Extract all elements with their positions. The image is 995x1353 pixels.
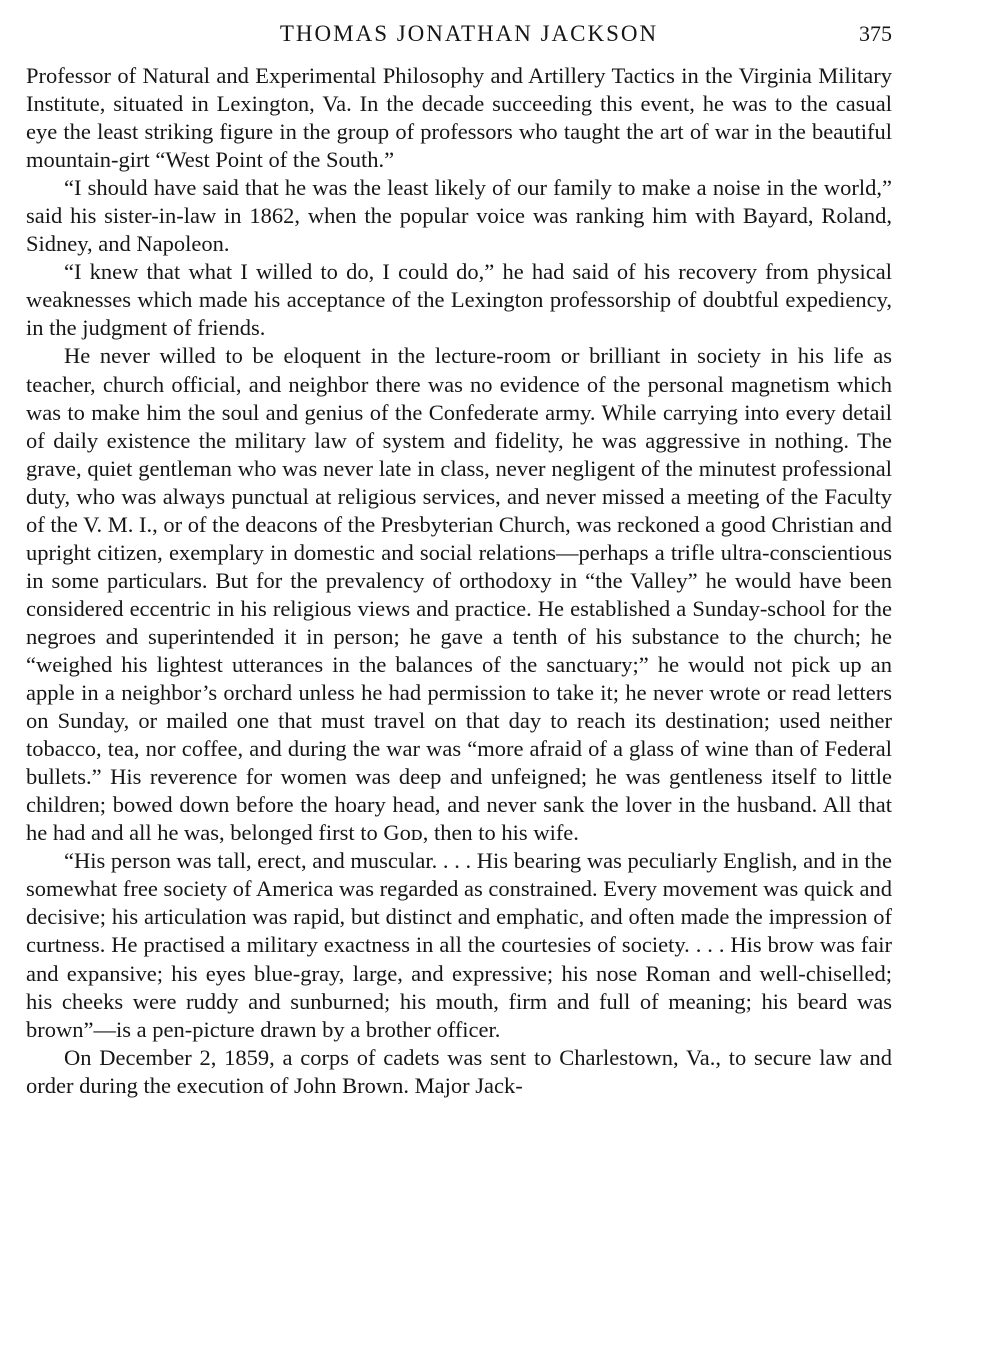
paragraph-john-brown: On December 2, 1859, a corps of cadets was sent to Charlestown, Va., to secure law and order during the execution of John Brown. Major Jack- [26,1044,892,1098]
paragraph-continued: Professor of Natural and Experimental Philosophy and Artillery Tactics in the Virginia Military Institute, situated in Lexington, Va. In the decade succeeding this event, he was to the casual eye the least striking figure in the group of professors who taught the art of war in the beautiful mountain-girt “West Point of the South.” [26,63,892,173]
paragraph-character: He never willed to be eloquent in the lecture-room or brilliant in society in his life as teacher, church official, and neighbor there was no evidence of the personal magnetism which was to make him the soul and genius of the Confederate army. While carrying into every detail of daily existence the military law of system and fidelity, he was aggressive in nothing. The grave, quiet gentleman who was never late in class, never negligent of the minutest professional duty, who was always punctual at religious services, and never missed a meeting of the Faculty of the V. M. I., or of the deacons of the Presbyterian Church, was reckoned a good Christian and upright citizen, exemplary in domestic and social relations—perhaps a trifle ultra-conscientious in some particulars. But for the prevalency of orthodoxy in “the Valley” he would have been considered eccentric in his religious views and practice. He established a Sunday-school for the negroes and superintended it in person; he gave a tenth of his substance to the church; he “weighed his lightest utterances in the balances of the sanctuary;” he would not pick up an apple in a neighbor’s orchard unless he had permission to take it; he never wrote or read letters on Sunday, or mailed one that must travel on that day to reach its destination; used neither tobacco, tea, nor coffee, and during the war was “more afraid of a glass of wine than of Federal bullets.” His reverence for women was deep and unfeigned; he was gentleness itself to little children; bowed down before the hoary head, and never sank the lover in the husband. All that he had and all he was, belonged first to Gᴏᴅ, then to his wife. [26,343,892,846]
paragraph-pen-picture: “His person was tall, erect, and muscular. . . . His bearing was peculiarly English, and in the somewhat free society of America was regarded as constrained. Every movement was quick and decisive; his articulation was rapid, but distinct and emphatic, and often made the impression of curtness. He practised a military exactness in all the courtesies of society. . . . His brow was fair and expansive; his eyes blue-gray, large, and expressive; his nose Roman and well-chiselled; his cheeks were ruddy and sunburned; his mouth, firm and full of meaning; his beard was brown”—is a pen-picture drawn by a brother officer. [26,848,892,1042]
book-page [26,14,892,1100]
running-head [26,14,892,54]
page-number: 375 [859,21,892,46]
body-text [26,62,892,1100]
paragraph-recovery-quote: “I knew that what I willed to do, I could do,” he had said of his recovery from physical weaknesses which made his acceptance of the Lexington professorship of doubtful expediency, in the judgment of friends. [26,259,892,341]
paragraph-sister-in-law-quote: “I should have said that he was the least likely of our family to make a noise in the world,” said his sister-in-law in 1862, when the popular voice was ranking him with Bayard, Roland, Sidney, and Napoleon. [26,175,892,257]
running-title: THOMAS JONATHAN JACKSON [279,21,659,46]
